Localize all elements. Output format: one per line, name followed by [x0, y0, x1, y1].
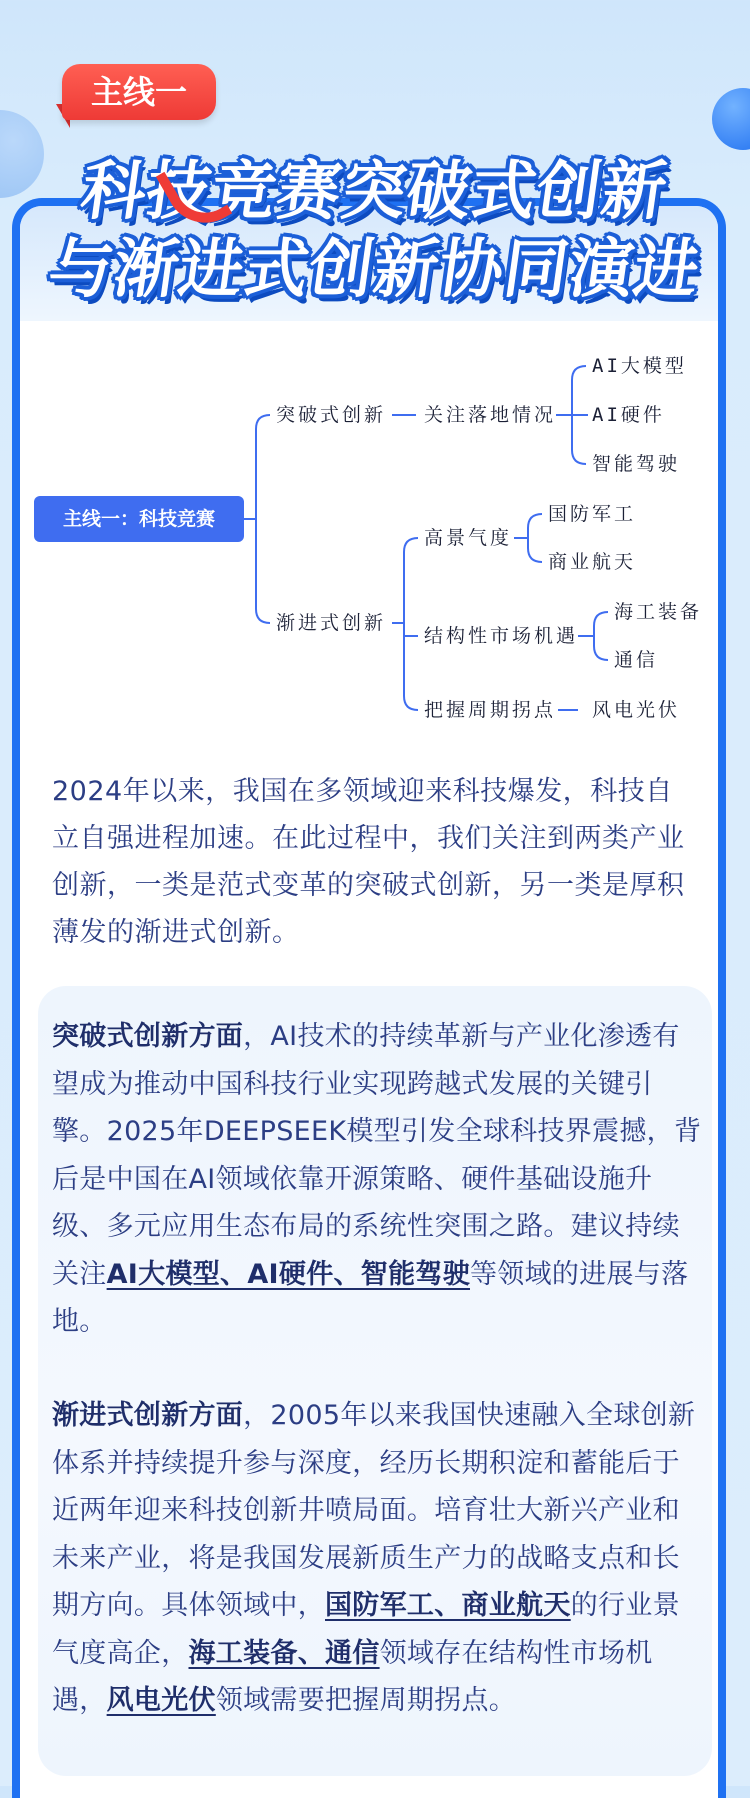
section-breakthrough	[52, 1013, 704, 1346]
node-structural-opportunity: 结构性市场机遇	[424, 625, 579, 647]
section-incremental-highlight3: 风电光伏	[106, 1685, 216, 1716]
leaf-smart-driving: 智能驾驶	[592, 453, 681, 475]
section-incremental	[52, 1392, 704, 1725]
leaf-wind-solar: 风电光伏	[592, 699, 681, 721]
intro-paragraph: 2024年以来，我国在多领域迎来科技爆发，科技自立自强进程加速。在此过程中，我们关注到两类产业创新，一类是范式变革的突破式创新，另一类是厚积薄发的渐进式创新。	[52, 776, 685, 948]
node-incremental: 渐进式创新	[276, 612, 387, 634]
leaf-ai-model: AI大模型	[592, 355, 687, 377]
section-breakthrough-heading: 突破式创新方面	[52, 1021, 244, 1052]
node-breakthrough: 突破式创新	[276, 404, 387, 426]
leaf-aerospace: 商业航天	[548, 551, 637, 573]
leaf-marine-equipment: 海工装备	[614, 601, 703, 623]
section-breakthrough-text-a: ，AI技术的持续革新与产业化渗透有望成为推动中国科技行业实现跨越式发展的关键引擎。2025年DEEPSEEK模型引发全球科技界震撼，背后是中国在AI领域依靠开源策略、硬件基础设施升级、多元应用生态布局的系统性突围之路。建议持续关注	[52, 1021, 702, 1290]
leaf-telecom: 通信	[614, 649, 659, 671]
section-incremental-highlight2: 海工装备、通信	[188, 1637, 380, 1669]
section-incremental-text-b: 的行业景气度高企，	[52, 1590, 680, 1669]
section-incremental-text-c: 领域存在结构性市场机遇，	[52, 1637, 653, 1716]
leaf-ai-hardware: AI硬件	[592, 404, 665, 426]
mainline-tag: 主线一	[62, 64, 216, 120]
section-breakthrough-highlight: AI大模型、AI硬件、智能驾驶	[106, 1258, 470, 1290]
leaf-defense: 国防军工	[548, 503, 637, 525]
page-title-line2: 与渐进式创新协同演进	[43, 233, 705, 307]
node-cycle-turning-point: 把握周期拐点	[424, 699, 557, 721]
section-incremental-highlight1: 国防军工、商业航天	[325, 1590, 571, 1621]
mind-map-root: 主线一：科技竞赛	[34, 496, 244, 542]
section-incremental-text-d: 领域需要把握周期拐点。	[215, 1685, 517, 1716]
page-title-line1: 科技竞赛突破式创新	[76, 155, 672, 229]
section-incremental-heading: 渐进式创新方面	[52, 1400, 244, 1431]
node-high-prosperity: 高景气度	[424, 527, 513, 549]
section-incremental-text-a: ，2005年以来我国快速融入全球创新体系并持续提升参与深度，经历长期积淀和蓄能后于近两年迎来科技创新井喷局面。培育壮大新兴产业和未来产业，将是我国发展新质生产力的战略支点和长期方向。具体领域中，	[52, 1400, 696, 1621]
node-focus-landing: 关注落地情况	[424, 404, 557, 426]
section-breakthrough-text-b: 等领域的进展与落地。	[52, 1258, 689, 1337]
